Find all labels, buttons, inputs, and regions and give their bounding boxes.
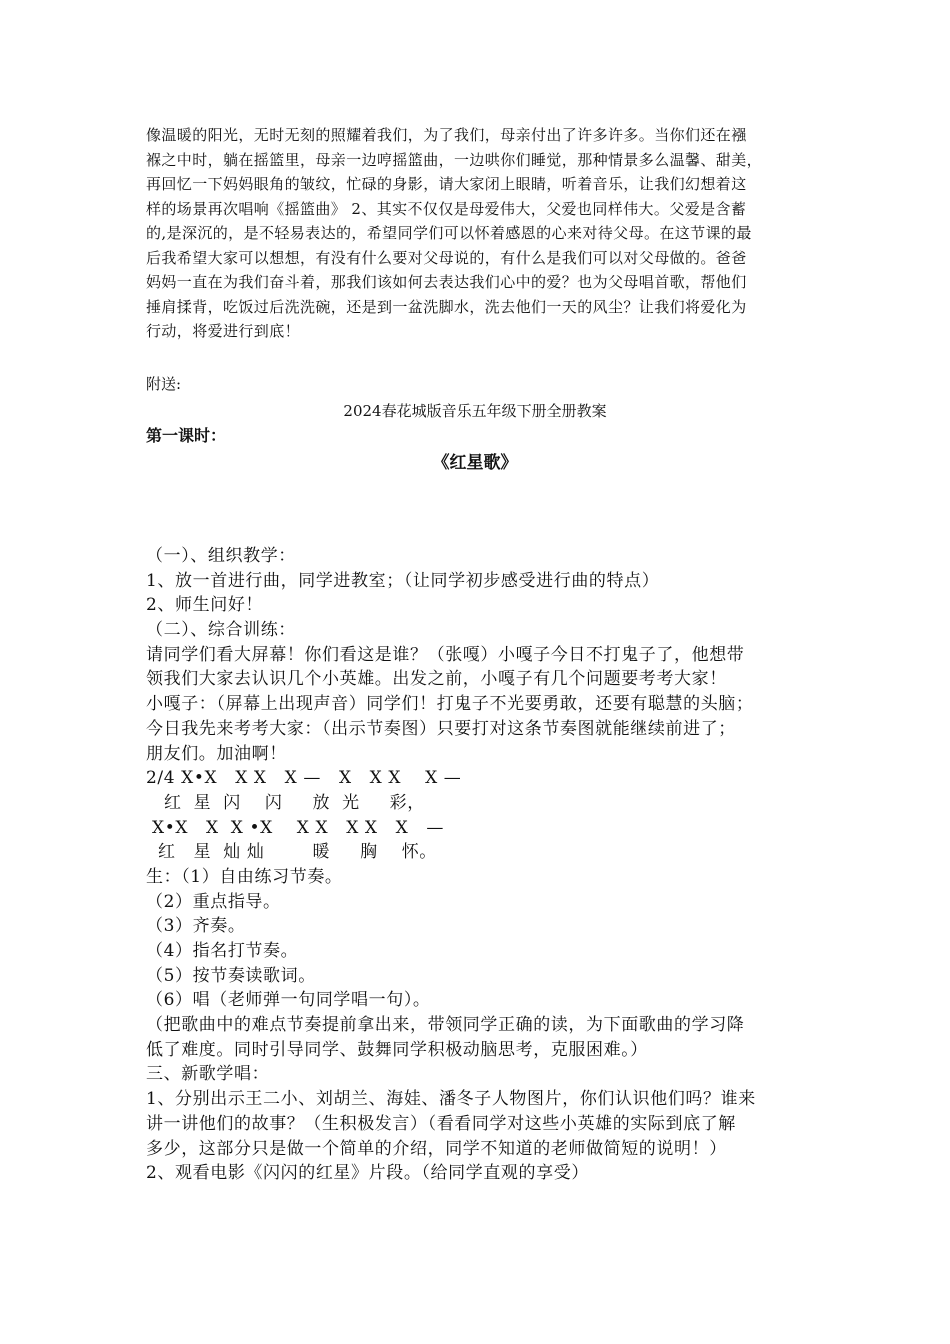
text-line: （2）重点指导。 [146, 891, 281, 912]
lesson-heading: 第一课时： [146, 426, 227, 445]
text-line: （6）唱（老师弹一句同学唱一句）。 [146, 990, 431, 1011]
document-title: 2024春花城版音乐五年级下册全册教案 [343, 402, 607, 420]
text-line: 朋友们。加油啊！ [146, 743, 287, 764]
text-line: 多少，这部分只是做一个简单的介绍，同学不知道的老师做简短的说明！） [146, 1138, 727, 1159]
text-line: 2、师生问好！ [146, 595, 264, 616]
text-line: （3）齐奏。 [146, 916, 246, 937]
text-line: 的,是深沉的，是不轻易表达的，希望同学们可以怀着感恩的心来对待父母。在这节课的最 [146, 224, 752, 242]
lyrics-line: 红 星 灿 灿 暖 胸 怀。 [146, 842, 437, 863]
song-title: 《红星歌》 [432, 453, 518, 473]
lesson-body [146, 544, 826, 1186]
text-line: 1、放一首进行曲，同学进教室；（让同学初步感受进行曲的特点） [146, 570, 660, 591]
text-line: 低了难度。同时引导同学、鼓舞同学积极动脑思考，克服困难。） [146, 1039, 648, 1060]
text-line: 讲一讲他们的故事？（生积极发言）（看看同学对这些小英雄的实际到底了解 [146, 1113, 736, 1134]
text-line: 再回忆一下妈妈眼角的皱纹，忙碌的身影，请大家闭上眼睛，听着音乐，让我们幻想着这 [146, 175, 747, 193]
text-line: 小嘎子：（屏幕上出现声音）同学们！打鬼子不光要勇敢，还要有聪慧的头脑； [146, 694, 754, 715]
rhythm-notation-line: 2/4 X•X X X X — X X X X — [146, 768, 462, 789]
text-line: 后我希望大家可以想想，有没有什么要对父母说的，有什么是我们可以对父母做的。爸爸 [146, 248, 747, 267]
text-line: 样的场景再次唱响《摇篮曲》 2、其实不仅仅是母爱伟大，父爱也同样伟大。父爱是含蓄 [146, 199, 747, 218]
lyrics-line: 红 星 闪 闪 放 光 彩， [146, 792, 425, 813]
text-line: 三、新歌学唱： [146, 1064, 270, 1085]
appendix-label: 附送: [146, 375, 182, 393]
text-line: 请同学们看大屏幕！你们看这是谁？（张嘎）小嘎子今日不打鬼子了，他想带 [146, 644, 745, 665]
text-line: 2、观看电影《闪闪的红星》片段。（给同学直观的享受） [146, 1163, 589, 1184]
text-line: 今日我先来考考大家：（出示节奏图）只要打对这条节奏图就能继续前进了； [146, 718, 736, 739]
text-line: （5）按节奏读歌词。 [146, 965, 316, 986]
text-line: 捶肩揉背，吃饭过后洗洗碗，还是到一盆洗脚水，洗去他们一天的风尘？让我们将爱化为 [146, 297, 747, 316]
rhythm-notation-line: X•X X X •X X X X X X — [146, 817, 444, 838]
text-line: （把歌曲中的难点节奏提前拿出来，带领同学正确的读，为下面歌曲的学习降 [146, 1015, 745, 1036]
text-line: 行动，将爱进行到底！ [146, 322, 301, 340]
text-line: （二）、综合训练： [146, 620, 296, 641]
text-line: 生：（1）自由练习节奏。 [146, 866, 343, 887]
text-line: （一）、组织教学： [146, 546, 296, 566]
text-line: 像温暖的阳光，无时无刻的照耀着我们，为了我们，母亲付出了许多许多。当你们还在襁 [146, 126, 747, 144]
text-line: 褓之中时，躺在摇篮里，母亲一边哼摇篮曲，一边哄你们睡觉，那种情景多么温馨、甜美， [146, 150, 763, 169]
text-line: 妈妈一直在为我们奋斗着，那我们该如何去表达我们心中的爱？也为父母唱首歌，帮他们 [146, 273, 747, 291]
text-line: （4）指名打节奏。 [146, 941, 299, 961]
intro-paragraph [146, 123, 816, 344]
text-line: 1、分别出示王二小、刘胡兰、海娃、潘冬子人物图片，你们认识他们吗？谁来 [146, 1089, 756, 1110]
text-line: 领我们大家去认识几个小英雄。出发之前，小嘎子有几个问题要考考大家！ [146, 669, 727, 690]
